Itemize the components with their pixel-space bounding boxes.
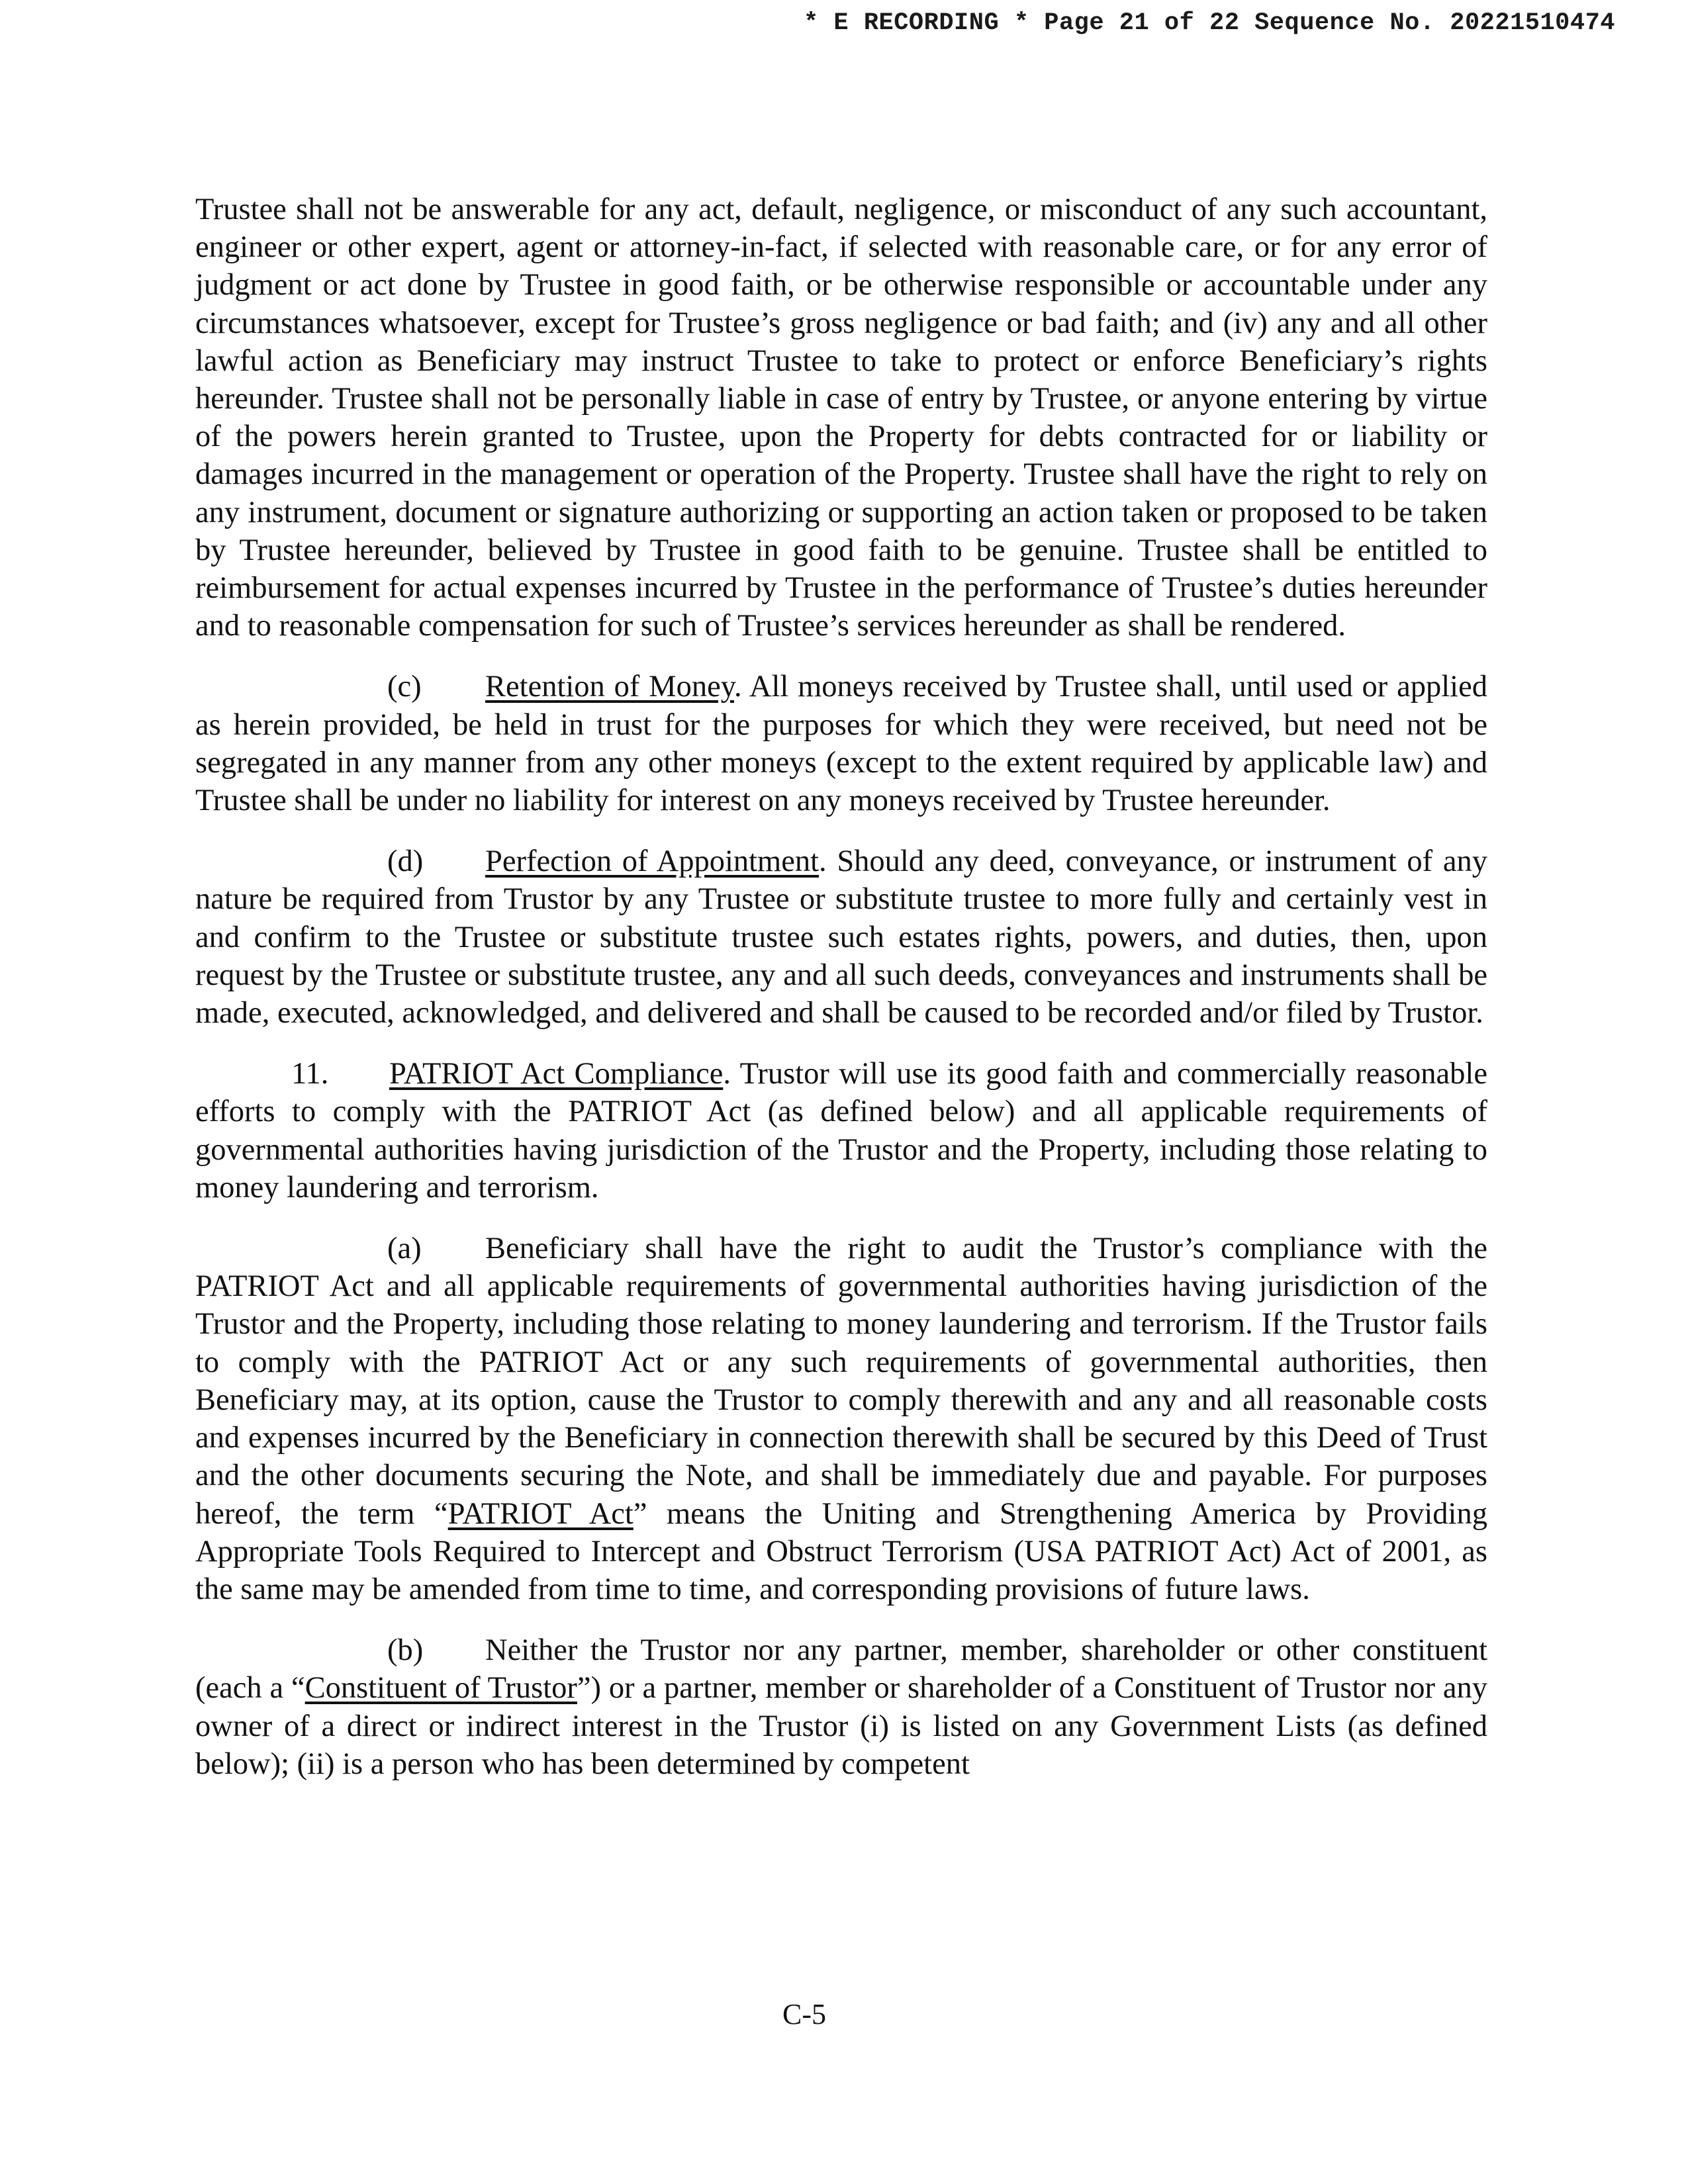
paragraph-text: . All moneys received by Trustee shall, until used or applied as herein provided, be held in trust for the purposes for which they were received, but need not be segregated in any manner from any other moneys (except to the extent required by applicable law) and Trustee shall be under no liability for interest on any moneys received by Trustee hereunder. — [195, 670, 1487, 818]
section-number: 11. — [291, 1057, 329, 1091]
paragraph-text: Neither the Trustor nor any partner, member, shareholder or other constituent (each a “ — [195, 1633, 1487, 1706]
paragraph-d-perfection-of-appointment — [195, 842, 1487, 1032]
paragraph-number: (a) — [387, 1232, 422, 1266]
paragraph-number: (b) — [387, 1633, 424, 1668]
paragraph-b-government-lists — [195, 1631, 1487, 1783]
paragraph-heading: Perfection of Appointment — [485, 844, 820, 879]
paragraph-number: (d) — [387, 844, 424, 879]
page-number: C-5 — [782, 1998, 826, 2030]
paragraph-text: Beneficiary shall have the right to audit the Trustor’s compliance with the PATRIOT Act and all applicable requirements of governmental authorities having jurisdiction of the Trustor and the Property, including those relating to money laundering and terrorism. If the Trustor fails to comply with the PATRIOT Act or any such requirements of governmental authorities, then Beneficiary may, at its option, cause the Trustor to comply therewith and any and all reasonable costs and expenses incurred by the Beneficiary in connection therewith shall be secured by this Deed of Trust and the other documents securing the Note, and shall be immediately due and payable. For purposes hereof, the term “ — [195, 1232, 1487, 1531]
paragraph-text: ”) or a partner, member or shareholder of a Constituent of Trustor nor any owner of a direct or indirect interest in the Trustor (i) is listed on any Government Lists (as defined below); (ii) is a person who has been determined by competent — [195, 1671, 1487, 1781]
section-text: . Trustor will use its good faith and commercially reasonable efforts to comply with the PATRIOT Act (as defined below) and all applicable requirements of governmental authorities having jurisdiction of the Trustor and the Property, including those relating to money laundering and terrorism. — [195, 1057, 1487, 1205]
section-11-patriot-act-compliance — [195, 1055, 1487, 1206]
recording-header: * E RECORDING * Page 21 of 22 Sequence No. 20221510474 — [804, 9, 1615, 37]
defined-term: PATRIOT Act — [447, 1496, 633, 1531]
paragraph-text: . Should any deed, conveyance, or instrument of any nature be required from Trustor by any Trustee or substitute trustee to more fully and certainly vest in and confirm to the Trustee or substitute trustee such estates rights, powers, and duties, then, upon request by the Trustee or substitute trustee, any and all such deeds, conveyances and instruments shall be made, executed, acknowledged, and delivered and shall be caused to be recorded and/or filed by Trustor. — [195, 844, 1487, 1030]
paragraph-trustee-liability: Trustee shall not be answerable for any act, default, negligence, or misconduct of any such accountant, engineer or other expert, agent or attorney-in-fact, if selected with reasonable care, or for any error of judgment or act done by Trustee in good faith, or be otherwise responsible or accountable under any circumstances whatsoever, except for Trustee’s gross negligence or bad faith; and (iv) any and all other lawful action as Beneficiary may instruct Trustee to take to protect or enforce Beneficiary’s rights hereunder. Trustee shall not be personally liable in case of entry by Trustee, or anyone entering by virtue of the powers herein granted to Trustee, upon the Property for debts contracted for or liability or damages incurred in the management or operation of the Property. Trustee shall have the right to rely on any instrument, document or signature authorizing or supporting an action taken or proposed to be taken by Trustee hereunder, believed by Trustee in good faith to be genuine. Trustee shall be entitled to reimbursement for actual expenses incurred by Trustee in the performance of Trustee’s duties hereunder and to reasonable compensation for such of Trustee’s services hereunder as shall be rendered. — [195, 193, 1487, 643]
paragraph-c-retention-of-money — [195, 668, 1487, 819]
paragraph-number: (c) — [387, 670, 422, 704]
paragraph-text: ” means the Uniting and Strengthening America by Providing Appropriate Tools Required to Intercept and Obstruct Terrorism (USA PATRIOT Act) Act of 2001, as the same may be amended from time to time, and corresponding provisions of future laws. — [195, 1496, 1487, 1606]
paragraph-a-audit-right — [195, 1230, 1487, 1608]
document-body — [195, 191, 1487, 1806]
defined-term: Constituent of Trustor — [305, 1671, 577, 1706]
section-heading: PATRIOT Act Compliance — [389, 1057, 724, 1091]
paragraph-heading: Retention of Money — [485, 670, 734, 704]
